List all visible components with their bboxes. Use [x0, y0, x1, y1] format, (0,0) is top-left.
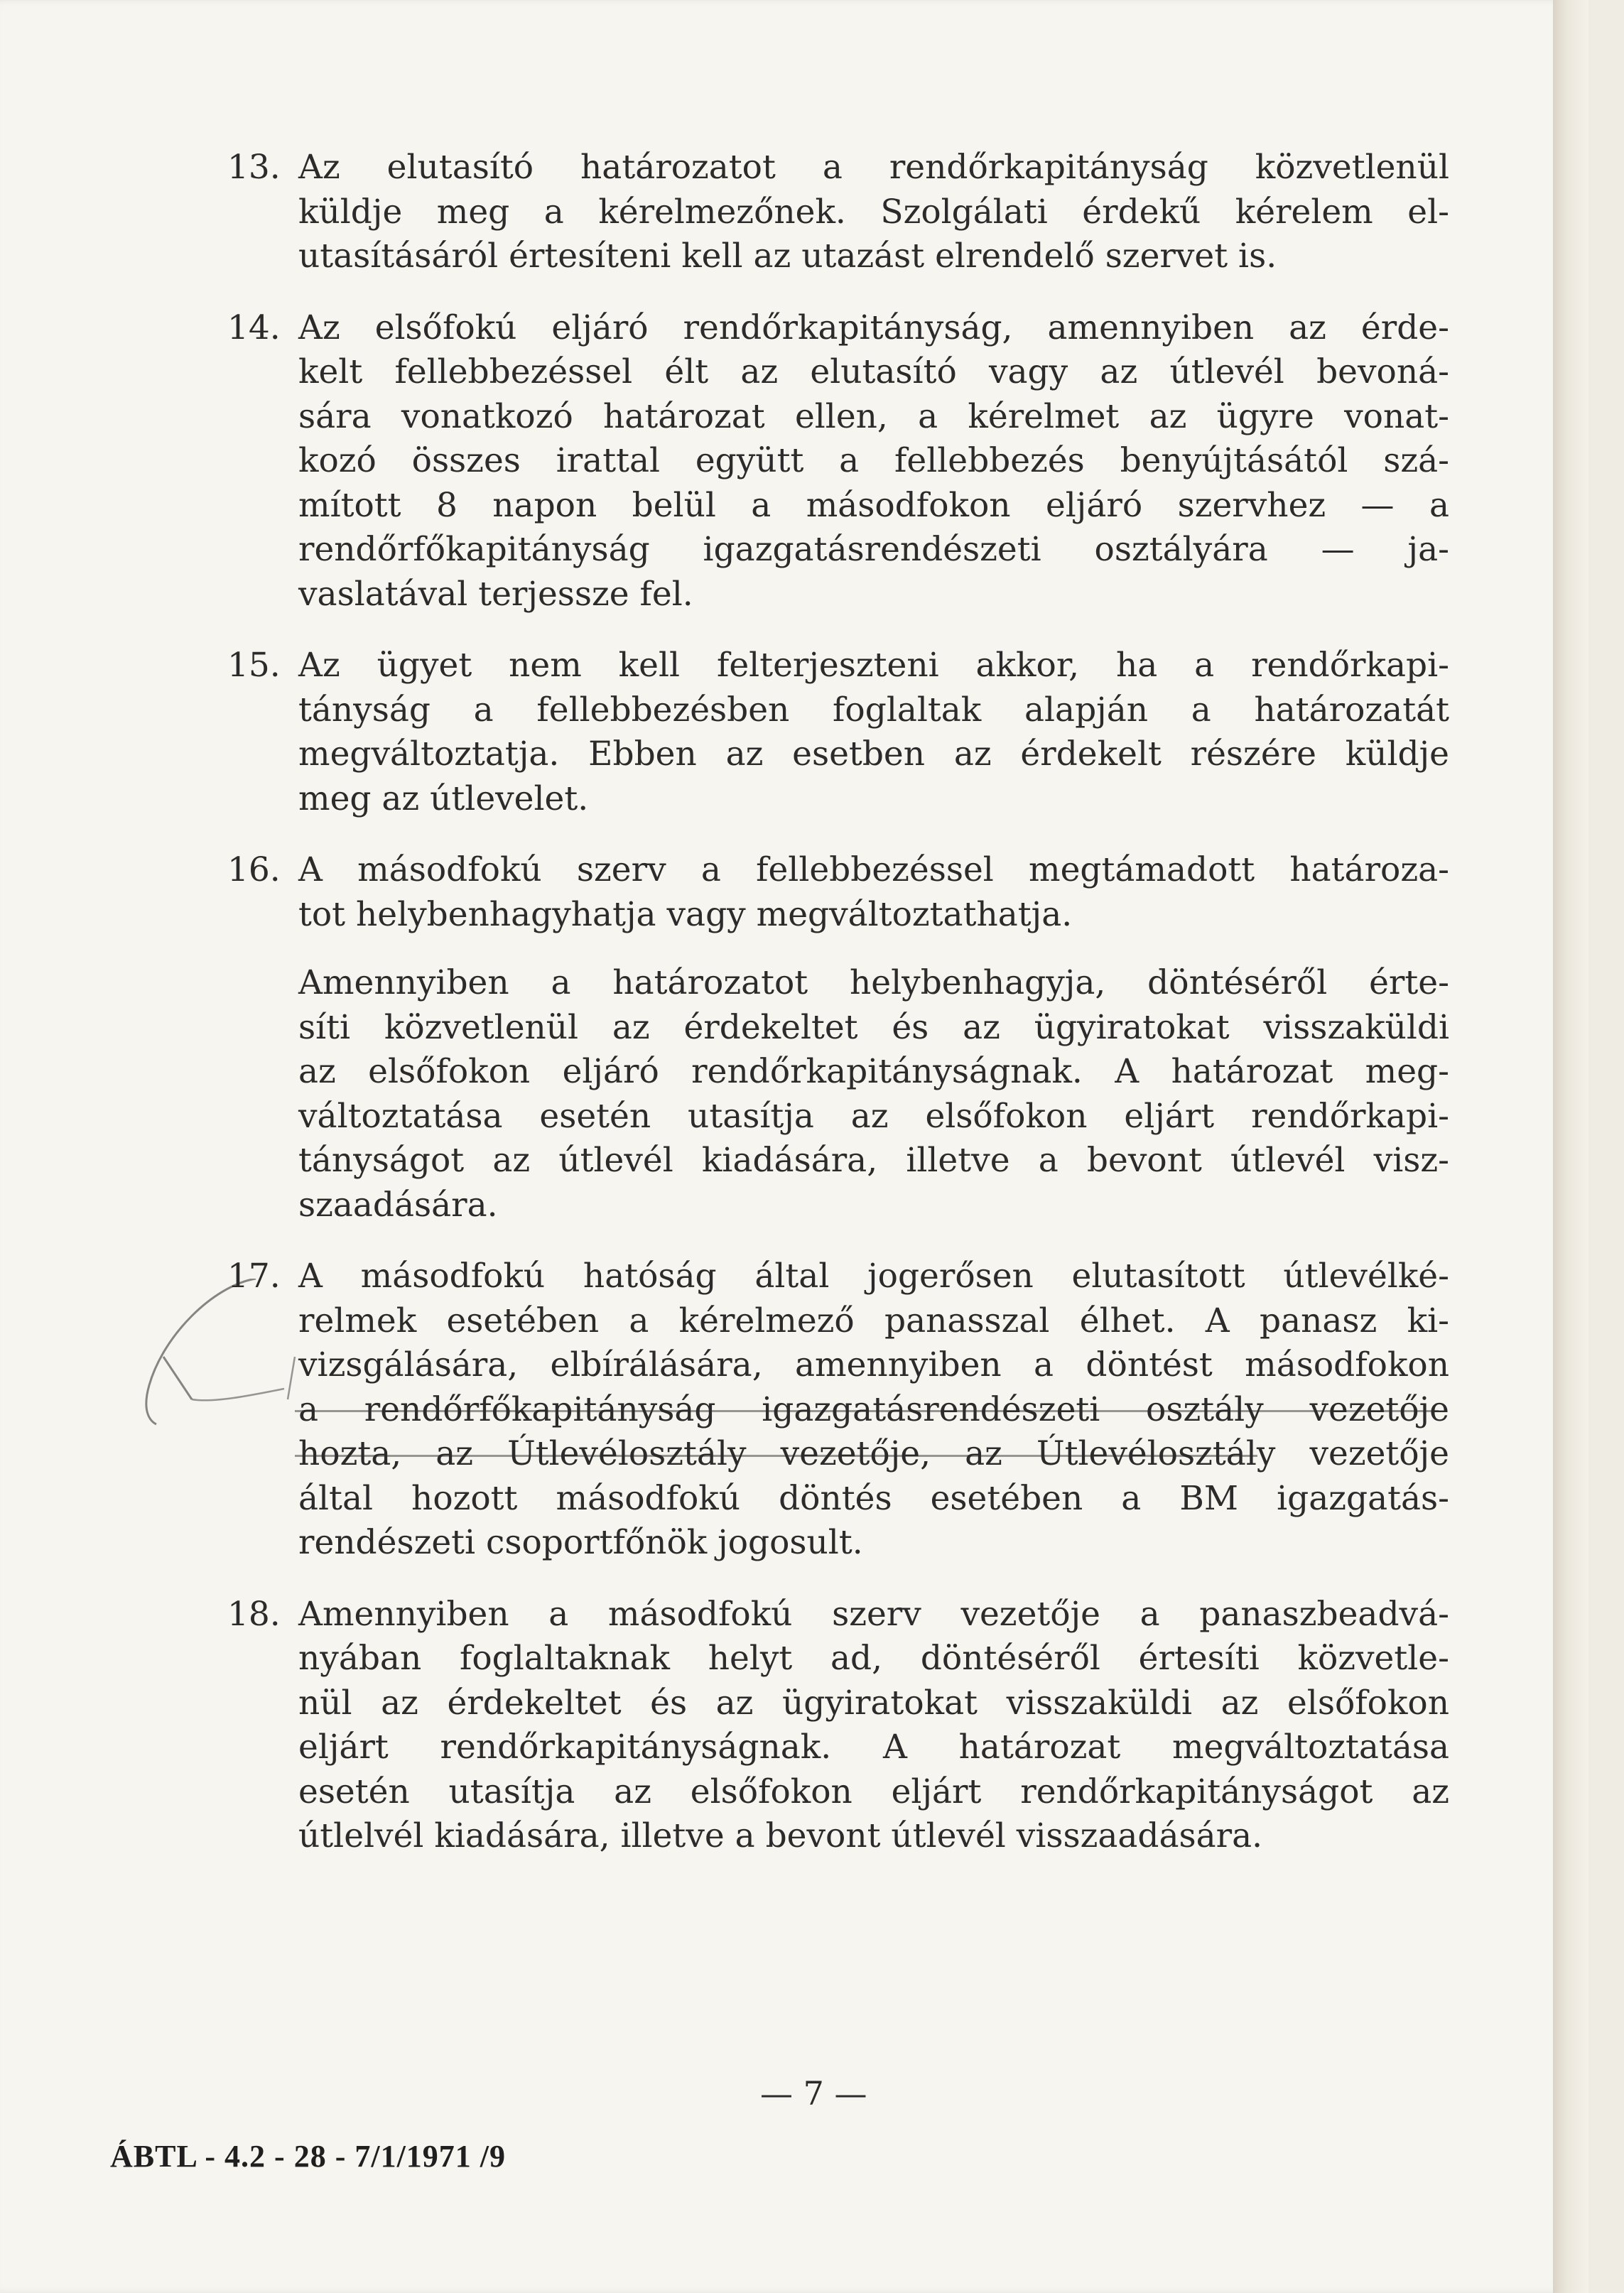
- paragraph-number: 16.: [227, 850, 281, 889]
- text-line: vizsgálására, elbírálására, amennyiben a döntést másodfokon: [298, 1345, 1449, 1384]
- paragraph: [227, 961, 1449, 1227]
- numbered-paragraph: [227, 306, 1449, 617]
- text-line: sára vonatkozó határozat ellen, a kérelmet az ügyre vonat-: [298, 396, 1449, 436]
- text-line: mított 8 napon belül a másodfokon eljáró szervhez — a: [298, 485, 1449, 525]
- text-line: változtatása esetén utasítja az elsőfokon eljárt rendőrkapi-: [298, 1096, 1449, 1136]
- page-edge: [1553, 0, 1588, 2293]
- numbered-paragraph: [227, 1254, 1449, 1566]
- text-line: utasításáról értesíteni kell az utazást elrendelő szervet is.: [298, 237, 1277, 276]
- text-line: rendőrfőkapitányság igazgatásrendészeti osztályára — ja-: [298, 530, 1449, 569]
- text-line: esetén utasítja az elsőfokon eljárt rendőrkapitányságot az: [298, 1772, 1449, 1811]
- text-line: Az elsőfokú eljáró rendőrkapitányság, amennyiben az érde-: [298, 308, 1449, 347]
- text-line: meg az útlevelet.: [298, 779, 589, 818]
- numbered-paragraph: [227, 1593, 1449, 1859]
- paragraph-number: 13.: [227, 148, 281, 187]
- text-line: a rendőrfőkapitányság igazgatásrendészeti osztály vezetője: [298, 1389, 1449, 1429]
- text-line: Az ügyet nem kell felterjeszteni akkor, ha a rendőrkapi-: [298, 646, 1449, 685]
- text-line: útlelvél kiadására, illetve a bevont útlevél visszaadására.: [298, 1816, 1263, 1855]
- numbered-paragraph: [227, 146, 1449, 279]
- text-line: hozta, az Útlevélosztály vezetője, az Útlevélosztály vezetője: [298, 1434, 1449, 1473]
- text-line: tányságot az útlevél kiadására, illetve a bevont útlevél visz-: [298, 1141, 1449, 1180]
- text-line: szaadására.: [298, 1185, 498, 1225]
- text-line: relmek esetében a kérelmező panasszal élhet. A panasz ki-: [298, 1301, 1449, 1340]
- text-line: az elsőfokon eljáró rendőrkapitányságnak. A határozat meg-: [298, 1052, 1449, 1091]
- text-line: küldje meg a kérelmezőnek. Szolgálati érdekű kérelem el-: [298, 192, 1449, 232]
- paragraph-number: 14.: [227, 308, 281, 347]
- text-line: Amennyiben a határozatot helybenhagyja, döntéséről érte-: [298, 963, 1449, 1002]
- text-line: rendészeti csoportfőnök jogosult.: [298, 1523, 863, 1562]
- archive-reference: ÁBTL - 4.2 - 28 - 7/1/1971 /9: [110, 2139, 507, 2174]
- text-line: kelt fellebbezéssel élt az elutasító vagy az útlevél bevoná-: [298, 352, 1449, 391]
- text-line: Amennyiben a másodfokú szerv vezetője a panaszbeadvá-: [298, 1594, 1449, 1634]
- text-line: által hozott másodfokú döntés esetében a BM igazgatás-: [298, 1478, 1449, 1518]
- document-body: [227, 146, 1449, 1886]
- text-line: A másodfokú hatóság által jogerősen elutasított útlevélké-: [298, 1257, 1449, 1296]
- page-number: — 7 —: [760, 2074, 867, 2113]
- text-line: nyában foglaltaknak helyt ad, döntéséről értesíti közvetle-: [298, 1639, 1449, 1678]
- paragraph-number: 17.: [227, 1257, 281, 1296]
- text-line: tányság a fellebbezésben foglaltak alapján a határozatát: [298, 690, 1449, 730]
- text-line: vaslatával terjessze fel.: [298, 574, 693, 614]
- text-line: kozó összes irattal együtt a fellebbezés benyújtásától szá-: [298, 441, 1449, 480]
- text-line: A másodfokú szerv a fellebbezéssel megtámadott határoza-: [298, 850, 1449, 889]
- numbered-paragraph: [227, 644, 1449, 821]
- text-line: síti közvetlenül az érdekeltet és az ügyiratokat visszaküldi: [298, 1007, 1449, 1047]
- text-line: tot helybenhagyhatja vagy megváltoztathatja.: [298, 894, 1073, 934]
- paragraph-number: 15.: [227, 646, 281, 685]
- text-line: nül az érdekeltet és az ügyiratokat visszaküldi az elsőfokon: [298, 1683, 1449, 1723]
- text-line: Az elutasító határozatot a rendőrkapitányság közvetlenül: [298, 148, 1449, 187]
- paragraph-number: 18.: [227, 1594, 281, 1634]
- numbered-paragraph: [227, 848, 1449, 937]
- text-line: eljárt rendőrkapitányságnak. A határozat megváltoztatása: [298, 1728, 1449, 1767]
- text-line: megváltoztatja. Ebben az esetben az érdekelt részére küldje: [298, 734, 1449, 774]
